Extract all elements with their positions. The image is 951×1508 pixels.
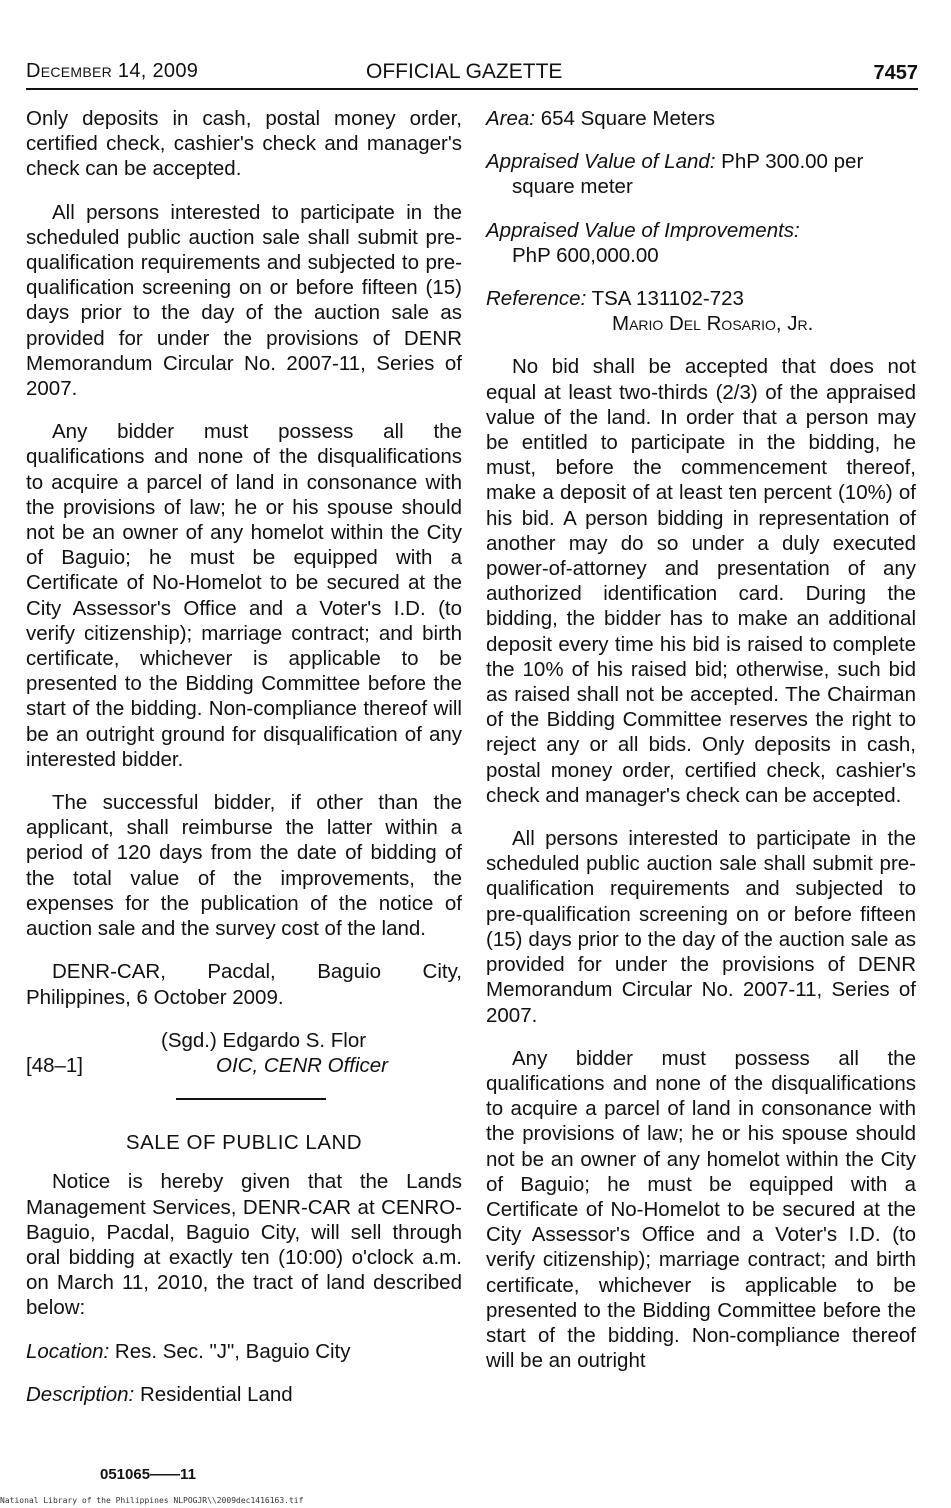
land-value-label: Appraised Value of Land: — [486, 150, 716, 174]
description-value: Residential Land — [139, 1382, 293, 1406]
section-separator — [176, 1098, 326, 1100]
field-description — [26, 1382, 462, 1407]
paragraph-prequalification: All persons interested to participate in the scheduled public auction sale shall submit pre-qualification requirements and subjected to pre-qualification screening on or before fifteen (15) days prior to the day of the auction sale as provided for under the provisions of DENR Memorandum Circular No. 2007-11, Series of 2007. — [26, 200, 462, 401]
page-header — [26, 60, 918, 90]
library-note: National Library of the Philippines NLPOGJR\\2009dec1416163.tif — [0, 1496, 304, 1505]
signatory-name: (Sgd.) Edgardo S. Flor — [161, 1028, 367, 1052]
publication-title: OFFICIAL GAZETTE — [366, 60, 563, 83]
improvements-value: PhP 600,000.00 — [512, 243, 659, 267]
location-label: Location: — [26, 1339, 110, 1363]
paragraph-place-date: DENR-CAR, Pacdal, Baguio City, Philippines, 6 October 2009. — [26, 960, 462, 1009]
improvements-label: Appraised Value of Improvements: — [486, 218, 800, 242]
area-label: Area: — [486, 107, 535, 130]
paragraph-notice: Notice is hereby given that the Lands Management Services, DENR-CAR at CENRO-Baguio, Pacdal, Baguio City, will sell through oral bidding at exactly ten (10:00) o'clock a.m. on March 11, 2010, the tract of land described below: — [26, 1170, 462, 1320]
header-rule — [26, 88, 918, 90]
footer-code: 051065——11 — [100, 1466, 196, 1483]
signature-block — [26, 1028, 462, 1078]
reference-name: Mario Del Rosario, Jr. — [612, 312, 814, 336]
field-area — [486, 106, 916, 131]
paragraph-bid-rules: No bid shall be accepted that does not equal at least two-thirds (2/3) of the appraised value of the land. In order that a person may be entitled to participate in the bidding, he must, before the commencement thereof, make a deposit of at least ten percent (10%) of his bid. A person bidding in representation of another may do so under a duly executed power-of-attorney and presentation of any authorized identification card. During the bidding, the bidder has to make an additional deposit every time his bid is raised to complete the 10% of his raised bid; otherwise, such bid as raised shall not be accepted. The Chairman of the Bidding Committee reserves the right to reject any or all bids. Only deposits in cash, postal money order, certified check, cashier's check and manager's check can be accepted. — [486, 355, 916, 807]
field-land-value — [486, 149, 916, 199]
section-title: SALE OF PUBLIC LAND — [125, 1131, 363, 1155]
reference-label: Reference: — [486, 287, 587, 311]
page-number: 7457 — [873, 62, 918, 84]
reference-value: TSA 131102-723 — [591, 287, 744, 311]
location-value: Res. Sec. "J", Baguio City — [114, 1339, 351, 1363]
field-location — [26, 1339, 462, 1364]
paragraph-deposits: Only deposits in cash, postal money order, certified check, cashier's check and manager's check can be accepted. — [26, 107, 462, 181]
land-value: PhP 300.00 per square meter — [512, 150, 864, 199]
right-column — [486, 106, 916, 1391]
paragraph-bidder-qualifications-2: Any bidder must possess all the qualifications and none of the disqualifications to acquire a parcel of land in consonance with the provisions of law; he or his spouse should not be an owner of any homelot within the City of Baguio; he must be equipped with a Certificate of No-Homelot to be secured at the City Assessor's Office and a Voter's I.D. (to verify citizenship); marriage contract; and birth certificate, whichever is applicable to be presented to the Bidding Committee before the start of the bidding. Non-compliance thereof will be an outright — [486, 1046, 916, 1373]
field-reference — [486, 286, 916, 336]
notice-reference-code: [48–1] — [26, 1053, 83, 1077]
paragraph-prequalification-2: All persons interested to participate in the scheduled public auction sale shall submit pre-qualification requirements and subjected to pre-qualification screening on or before fifteen (15) days prior to the day of the auction sale as provided for under the provisions of DENR Memorandum Circular No. 2007-11, Series of 2007. — [486, 827, 916, 1027]
paragraph-bidder-qualifications: Any bidder must possess all the qualifications and none of the disqualifications to acquire a parcel of land in consonance with the provisions of law; he or his spouse should not be an owner of any homelot within the City of Baguio; he must be equipped with a Certificate of No-Homelot to be secured at the City Assessor's Office and a Voter's I.D. (to verify citizenship); marriage contract; and birth certificate, whichever is applicable to be presented to the Bidding Committee before the start of the bidding. Non-compliance thereof will be an outright ground for disqualification of any interested bidder. — [26, 420, 462, 771]
field-improvements-value — [486, 218, 916, 268]
paragraph-reimbursement: The successful bidder, if other than the applicant, shall reimburse the latter within a period of 120 days from the date of bidding of the total value of the improvements, the expenses for the publication of the notice of auction sale and the survey cost of the land. — [26, 791, 462, 941]
left-column — [26, 106, 462, 1425]
header-date: December 14, 2009 — [26, 60, 199, 82]
area-value: 654 Square Meters — [540, 107, 716, 130]
signatory-office: OIC, CENR Officer — [216, 1053, 388, 1077]
description-label: Description: — [26, 1382, 135, 1406]
